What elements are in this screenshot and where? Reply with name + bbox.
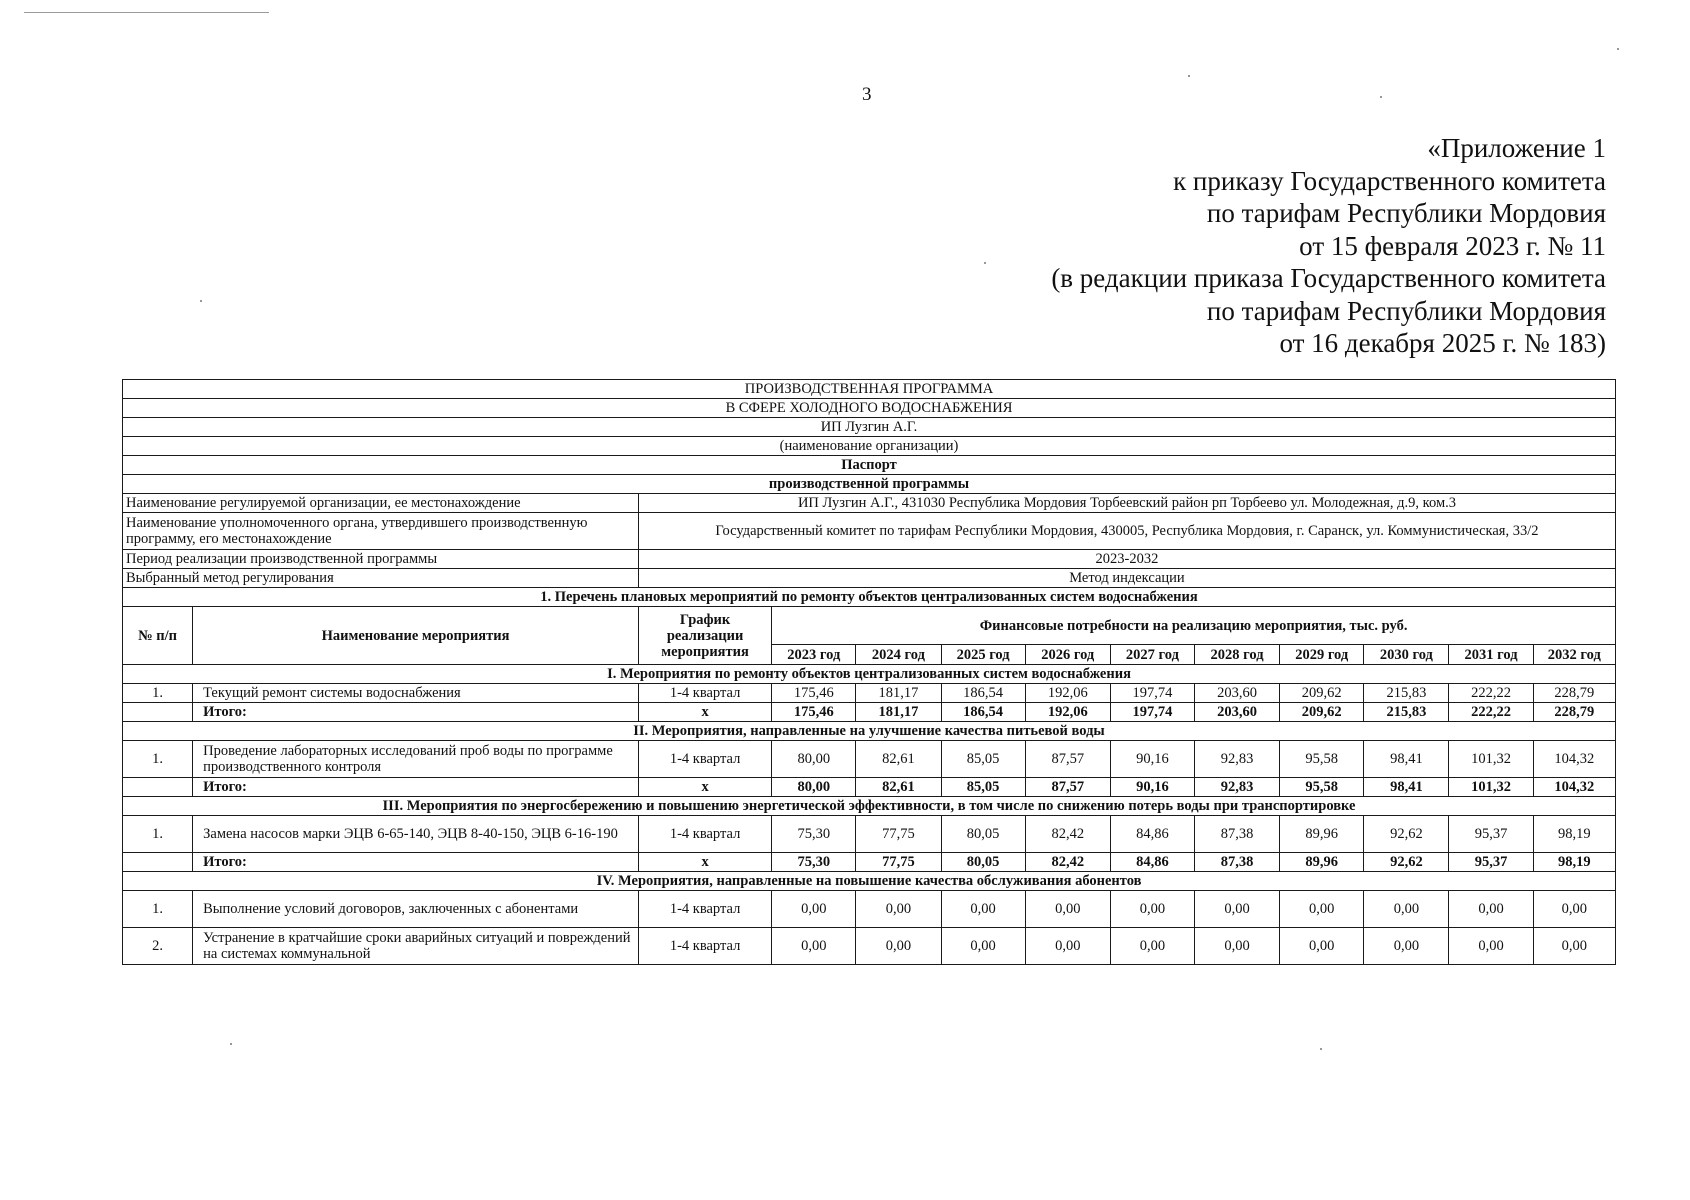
activity-name: Текущий ремонт системы водоснабжения xyxy=(193,684,639,703)
group-title-row xyxy=(123,665,1616,684)
annex-line: по тарифам Республики Мордовия xyxy=(1206,295,1606,326)
program-title: ПРОИЗВОДСТВЕННАЯ ПРОГРАММА xyxy=(123,380,1616,399)
year-value: 101,32 xyxy=(1449,741,1533,778)
year-value: 0,00 xyxy=(1449,891,1533,928)
group-title: IV. Мероприятия, направленные на повышение качества обслуживания абонентов xyxy=(123,872,1616,891)
scan-speck xyxy=(984,262,986,264)
year-value: 0,00 xyxy=(772,928,856,965)
year-header: 2024 год xyxy=(856,645,941,665)
year-value: 95,37 xyxy=(1449,816,1533,853)
year-value: 215,83 xyxy=(1364,684,1449,703)
info-label: Выбранный метод регулирования xyxy=(123,569,639,588)
info-value: Метод индексации xyxy=(638,569,1615,588)
year-header: 2031 год xyxy=(1449,645,1533,665)
year-value: 0,00 xyxy=(1280,928,1364,965)
year-value: 85,05 xyxy=(941,741,1025,778)
total-schedule: х xyxy=(638,778,771,797)
info-label: Наименование регулируемой организации, ее местонахождение xyxy=(123,494,639,513)
scan-speck xyxy=(200,300,202,302)
column-header-schedule: График реализации мероприятия xyxy=(638,607,771,665)
year-value: 0,00 xyxy=(1110,928,1194,965)
year-value: 175,46 xyxy=(772,684,856,703)
organization-name: ИП Лузгин А.Г. xyxy=(123,418,1616,437)
total-value: 82,42 xyxy=(1025,853,1110,872)
total-value: 209,62 xyxy=(1280,703,1364,722)
table-row xyxy=(123,741,1616,778)
total-value: 87,38 xyxy=(1194,853,1279,872)
year-value: 0,00 xyxy=(1194,891,1279,928)
annex-line: от 16 декабря 2025 г. № 183) xyxy=(1279,328,1606,358)
info-value: ИП Лузгин А.Г., 431030 Республика Мордовия Торбеевский район рп Торбеево ул. Молодежная, д.9, ком.3 xyxy=(638,494,1615,513)
group-title: II. Мероприятия, направленные на улучшение качества питьевой воды xyxy=(123,722,1616,741)
year-value: 77,75 xyxy=(856,816,941,853)
row-number: 2. xyxy=(123,928,193,965)
page-number: 3 xyxy=(862,84,872,105)
total-label: Итого: xyxy=(193,778,639,797)
total-value: 181,17 xyxy=(856,703,941,722)
year-value: 203,60 xyxy=(1194,684,1279,703)
year-value: 192,06 xyxy=(1025,684,1110,703)
info-row xyxy=(123,513,1616,550)
production-program-table-wrap xyxy=(122,379,1616,965)
info-label: Наименование уполномоченного органа, утвердившего производственную программу, его местонахождение xyxy=(123,513,639,550)
year-value: 0,00 xyxy=(1280,891,1364,928)
year-value: 0,00 xyxy=(772,891,856,928)
year-value: 181,17 xyxy=(856,684,941,703)
year-value: 0,00 xyxy=(1533,891,1615,928)
year-value: 104,32 xyxy=(1533,741,1615,778)
total-value: 98,41 xyxy=(1364,778,1449,797)
year-value: 90,16 xyxy=(1110,741,1194,778)
year-value: 0,00 xyxy=(856,928,941,965)
info-value: 2023-2032 xyxy=(638,550,1615,569)
year-value: 95,58 xyxy=(1280,741,1364,778)
info-value: Государственный комитет по тарифам Республики Мордовия, 430005, Республика Мордовия, г. Саранск, ул. Коммунистическая, 33/2 xyxy=(638,513,1615,550)
activity-name: Выполнение условий договоров, заключенных с абонентами xyxy=(193,891,639,928)
info-row xyxy=(123,494,1616,513)
total-row xyxy=(123,853,1616,872)
group-title-row xyxy=(123,872,1616,891)
year-header: 2030 год xyxy=(1364,645,1449,665)
table-row xyxy=(123,684,1616,703)
year-header: 2028 год xyxy=(1194,645,1279,665)
total-value: 215,83 xyxy=(1364,703,1449,722)
group-title: III. Мероприятия по энергосбережению и повышению энергетической эффективности, в том числе по снижению потерь воды при транспортировке xyxy=(123,797,1616,816)
year-value: 0,00 xyxy=(1025,891,1110,928)
year-header: 2032 год xyxy=(1533,645,1615,665)
year-value: 92,83 xyxy=(1194,741,1279,778)
table-row xyxy=(123,928,1616,965)
total-value: 85,05 xyxy=(941,778,1025,797)
scan-edge-line xyxy=(24,12,269,13)
column-header-finance: Финансовые потребности на реализацию мероприятия, тыс. руб. xyxy=(772,607,1616,645)
scan-speck xyxy=(1320,1048,1322,1050)
info-row xyxy=(123,550,1616,569)
info-row xyxy=(123,569,1616,588)
total-value: 82,61 xyxy=(856,778,941,797)
production-program-table xyxy=(122,379,1616,965)
total-spacer xyxy=(123,703,193,722)
program-sphere: В СФЕРЕ ХОЛОДНОГО ВОДОСНАБЖЕНИЯ xyxy=(123,399,1616,418)
activity-name: Устранение в кратчайшие сроки аварийных ситуаций и повреждений на системах коммунальной xyxy=(193,928,639,965)
total-schedule: х xyxy=(638,853,771,872)
column-header-row xyxy=(123,607,1616,645)
year-value: 0,00 xyxy=(1110,891,1194,928)
scan-speck xyxy=(1617,48,1619,50)
scan-speck xyxy=(230,1043,232,1045)
total-value: 175,46 xyxy=(772,703,856,722)
year-value: 0,00 xyxy=(1364,891,1449,928)
activity-schedule: 1-4 квартал xyxy=(638,741,771,778)
total-value: 77,75 xyxy=(856,853,941,872)
activity-schedule: 1-4 квартал xyxy=(638,928,771,965)
annex-line: от 15 февраля 2023 г. № 11 xyxy=(1299,230,1606,261)
annex-line: по тарифам Республики Мордовия xyxy=(1206,198,1606,228)
year-value: 228,79 xyxy=(1533,684,1615,703)
year-value: 0,00 xyxy=(1449,928,1533,965)
total-spacer xyxy=(123,853,193,872)
total-value: 89,96 xyxy=(1280,853,1364,872)
year-value: 98,41 xyxy=(1364,741,1449,778)
activity-name: Проведение лабораторных исследований проб воды по программе производственного контроля xyxy=(193,741,639,778)
total-value: 87,57 xyxy=(1025,778,1110,797)
row-number: 1. xyxy=(123,891,193,928)
year-value: 0,00 xyxy=(1364,928,1449,965)
year-value: 87,38 xyxy=(1194,816,1279,853)
row-number: 1. xyxy=(123,684,193,703)
section-title: 1. Перечень плановых мероприятий по ремонту объектов централизованных систем водоснабжения xyxy=(123,588,1616,607)
total-value: 104,32 xyxy=(1533,778,1615,797)
group-title: I. Мероприятия по ремонту объектов централизованных систем водоснабжения xyxy=(123,665,1616,684)
annex-line: «Приложение 1 xyxy=(1427,133,1606,163)
year-header: 2029 год xyxy=(1280,645,1364,665)
passport-heading: Паспорт xyxy=(123,456,1616,475)
group-title-row xyxy=(123,797,1616,816)
table-row xyxy=(123,891,1616,928)
year-value: 98,19 xyxy=(1533,816,1615,853)
year-header: 2025 год xyxy=(941,645,1025,665)
total-value: 222,22 xyxy=(1449,703,1533,722)
total-value: 101,32 xyxy=(1449,778,1533,797)
total-value: 95,37 xyxy=(1449,853,1533,872)
year-value: 84,86 xyxy=(1110,816,1194,853)
total-value: 80,05 xyxy=(941,853,1025,872)
row-number: 1. xyxy=(123,816,193,853)
total-row xyxy=(123,703,1616,722)
activity-name: Замена насосов марки ЭЦВ 6-65-140, ЭЦВ 8-40-150, ЭЦВ 6-16-190 xyxy=(193,816,639,853)
total-value: 228,79 xyxy=(1533,703,1615,722)
year-value: 87,57 xyxy=(1025,741,1110,778)
activity-schedule: 1-4 квартал xyxy=(638,891,771,928)
year-value: 75,30 xyxy=(772,816,856,853)
activity-schedule: 1-4 квартал xyxy=(638,684,771,703)
year-value: 92,62 xyxy=(1364,816,1449,853)
total-value: 186,54 xyxy=(941,703,1025,722)
year-value: 0,00 xyxy=(1025,928,1110,965)
column-header-num: № п/п xyxy=(123,607,193,665)
year-value: 82,42 xyxy=(1025,816,1110,853)
organization-caption: (наименование организации) xyxy=(123,437,1616,456)
total-value: 95,58 xyxy=(1280,778,1364,797)
year-header: 2023 год xyxy=(772,645,856,665)
year-value: 209,62 xyxy=(1280,684,1364,703)
year-value: 82,61 xyxy=(856,741,941,778)
scan-speck xyxy=(1380,96,1382,98)
year-value: 89,96 xyxy=(1280,816,1364,853)
column-header-name: Наименование мероприятия xyxy=(193,607,639,665)
year-value: 0,00 xyxy=(941,928,1025,965)
annex-line: (в редакции приказа Государственного комитета xyxy=(1051,263,1606,293)
total-label: Итого: xyxy=(193,703,639,722)
total-value: 197,74 xyxy=(1110,703,1194,722)
year-value: 0,00 xyxy=(856,891,941,928)
total-value: 92,83 xyxy=(1194,778,1279,797)
year-value: 80,00 xyxy=(772,741,856,778)
passport-subheading: производственной программы xyxy=(123,475,1616,494)
total-value: 98,19 xyxy=(1533,853,1615,872)
info-label: Период реализации производственной программы xyxy=(123,550,639,569)
year-header: 2026 год xyxy=(1025,645,1110,665)
year-value: 0,00 xyxy=(1194,928,1279,965)
total-value: 84,86 xyxy=(1110,853,1194,872)
scan-speck xyxy=(1188,75,1190,77)
year-value: 186,54 xyxy=(941,684,1025,703)
total-value: 90,16 xyxy=(1110,778,1194,797)
year-header: 2027 год xyxy=(1110,645,1194,665)
total-value: 80,00 xyxy=(772,778,856,797)
total-spacer xyxy=(123,778,193,797)
annex-line: к приказу Государственного комитета xyxy=(1173,165,1606,196)
year-value: 80,05 xyxy=(941,816,1025,853)
row-number: 1. xyxy=(123,741,193,778)
total-label: Итого: xyxy=(193,853,639,872)
year-value: 197,74 xyxy=(1110,684,1194,703)
activity-schedule: 1-4 квартал xyxy=(638,816,771,853)
total-value: 192,06 xyxy=(1025,703,1110,722)
year-value: 0,00 xyxy=(941,891,1025,928)
total-schedule: х xyxy=(638,703,771,722)
total-value: 75,30 xyxy=(772,853,856,872)
group-title-row xyxy=(123,722,1616,741)
table-row xyxy=(123,816,1616,853)
year-value: 222,22 xyxy=(1449,684,1533,703)
total-value: 92,62 xyxy=(1364,853,1449,872)
total-row xyxy=(123,778,1616,797)
annex-block xyxy=(1051,132,1606,360)
year-value: 0,00 xyxy=(1533,928,1615,965)
total-value: 203,60 xyxy=(1194,703,1279,722)
